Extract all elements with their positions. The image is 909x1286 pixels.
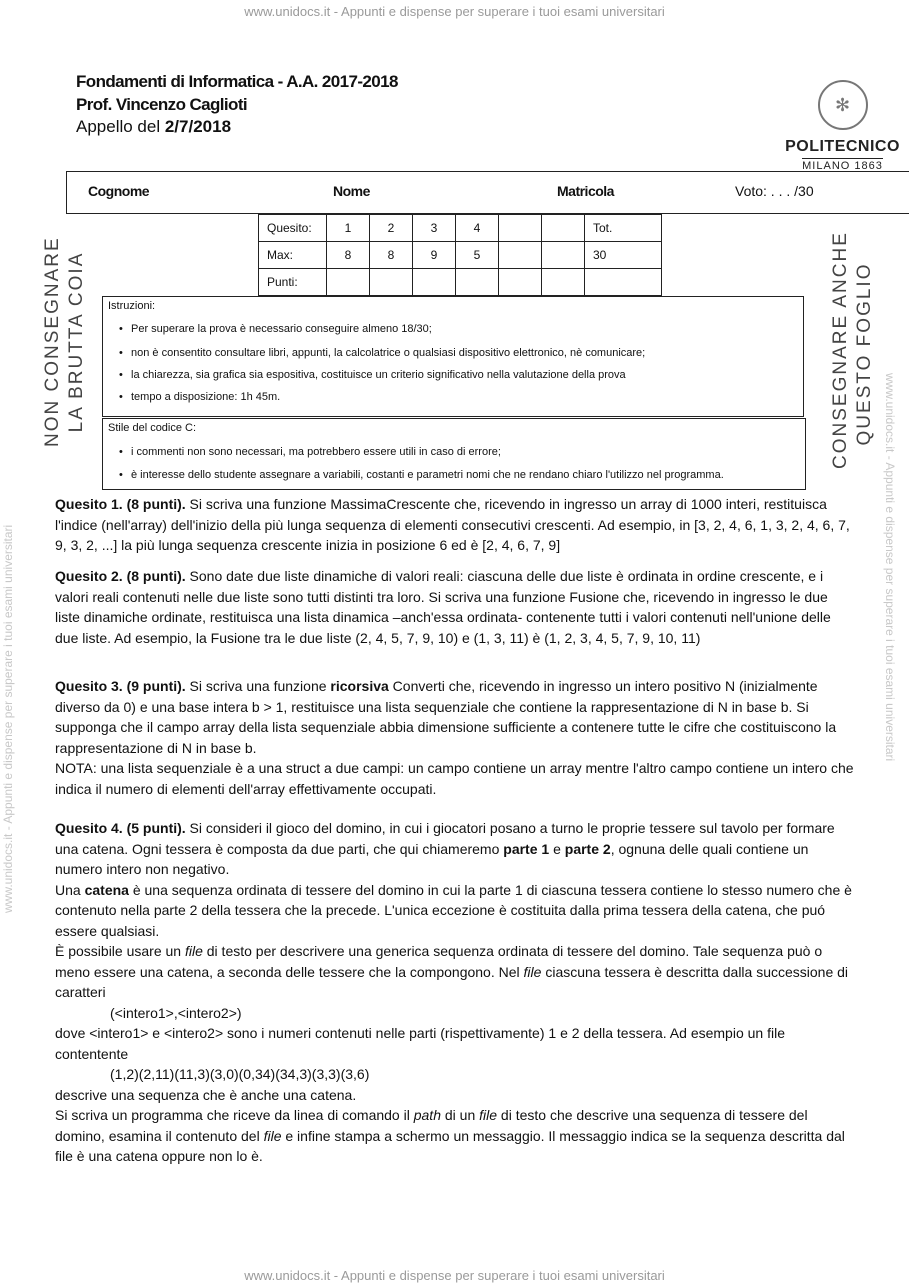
- table-cell: 2: [370, 215, 413, 242]
- table-cell: Punti:: [259, 269, 327, 296]
- q4-p6c: di un: [440, 1107, 480, 1123]
- quesito-4-p6: [55, 1105, 855, 1167]
- quesito-1-text: Si scriva una funzione MassimaCrescente che, ricevendo in ingresso un array di 1000 interi, restituisca l'indice (nell'array) dell'inizio della più lunga sequenza di elementi consecutivi crescenti. Ad esempio, in [3, 2, 4, 6, 1, 3, 2, 4, 6, 7, 9, 3, 2, ...] la più lunga sequenza crescente inizia in posizione 6 ed è [2, 4, 6, 7, 9]: [55, 496, 850, 553]
- q4-p6a: Si scriva un programma che riceve da linea di comando il: [55, 1107, 414, 1123]
- table-cell: [585, 269, 662, 296]
- quesito-2-text: Sono date due liste dinamiche di valori reali: ciascuna delle due liste è ordinata in ordine crescente, e i valori reali contenuti nelle due liste sono tutti distinti tra loro. Si scriva una funzione Fusione che, ricevendo in ingresso le due liste dinamiche ordinate, restituisca una lista dinamica –anch'essa ordinata- contenente tutti i valori contenuti nell'unione delle due liste. Ad esempio, la Fusione tra le due liste (2, 4, 5, 7, 9, 10) e (1, 3, 11) è (1, 2, 3, 4, 5, 7, 9, 10, 11): [55, 568, 831, 646]
- q4-p6e: di testo che descrive una sequenza di tessere del domino, esamina il contenuto del: [55, 1107, 808, 1144]
- istruzioni-title: Istruzioni:: [108, 300, 156, 312]
- list-item: • la chiarezza, sia grafica sia espositiva, costituisce un criterio significativo nella valutazione della prova: [131, 369, 626, 381]
- q4-file-4: file: [263, 1127, 282, 1144]
- quesito-3-nota: NOTA: una lista sequenziale è a una struct a due campi: un campo contiene un array mentre l'altro campo contiene un intero che indica il numero di elementi dell'array effettivamente occupati.: [55, 760, 854, 797]
- quesito-3-ricorsiva: ricorsiva: [330, 678, 389, 694]
- table-cell: [456, 269, 499, 296]
- table-cell: [542, 269, 585, 296]
- seal-icon: ✻: [818, 80, 868, 130]
- q4-p3c: di testo per descrivere una generica sequenza ordinata di tessere del domino. Tale sequenza può o meno essere una catena, a seconda delle tessere che la compongono. Nel: [55, 943, 823, 980]
- table-cell: [542, 242, 585, 269]
- table-cell: 9: [413, 242, 456, 269]
- q4-p3e: ciascuna tessera è descritta dalla successione di caratteri: [55, 963, 849, 1000]
- table-cell: Tot.: [585, 215, 662, 242]
- q4-p3a: È possibile usare un: [55, 943, 185, 959]
- quesito-3-text: Converti che, ricevendo in ingresso un intero positivo N (inizialmente diverso da 0) e una base intera b > 1, restituisce una lista sequenziale che contiene la rappresentazione di N in base b. Si supponga che il campo array della lista sequenziale abbia dimensione sufficiente a contenere tutte le cifre che costituiscono la rappresentazione di N in base b.: [55, 678, 837, 756]
- q4-p6g: e infine stampa a schermo un messaggio. Il messaggio indica se la sequenza descritta dal file è una catena oppure non lo è.: [55, 1127, 845, 1164]
- student-id-box: [66, 171, 909, 214]
- q4-p1a: Si consideri il gioco del domino, in cui i giocatori posano a turno le proprie tessere sul tavolo per formare una catena. Ogni tessera è composta da due parti, che qui chiameremo: [55, 820, 835, 857]
- table-cell: 8: [327, 242, 370, 269]
- q4-file-1: file: [184, 943, 203, 959]
- course-title: Fondamenti di Informatica - A.A. 2017-2018: [76, 72, 398, 91]
- list-item: • i commenti non sono necessari, ma potrebbero essere utili in caso di errore;: [131, 446, 501, 458]
- table-cell: Quesito:: [259, 215, 327, 242]
- quesito-4-p4: dove <intero1> e <intero2> sono i numeri contenuti nelle parti (rispettivamente) 1 e 2 della tessera. Ad esempio un file contentente: [55, 1025, 785, 1062]
- q4-p1e: , ognuna delle quali contiene un numero intero non negativo.: [55, 840, 809, 877]
- quesito-4-p1: [55, 818, 855, 880]
- quesito-1: [55, 494, 855, 556]
- table-cell: 30: [585, 242, 662, 269]
- q4-path: path: [413, 1107, 441, 1123]
- side-note-left-line1: NON CONSEGNARE: [42, 236, 63, 447]
- q4-p2a: Una: [55, 881, 85, 898]
- politecnico-logo: [776, 80, 909, 172]
- table-row: [259, 242, 662, 269]
- q4-parte2: parte 2: [564, 840, 611, 857]
- side-note-left-line2: LA BRUTTA COIA: [66, 251, 87, 433]
- quesito-2-title: Quesito 2. (8 punti).: [55, 568, 186, 584]
- table-cell: [413, 269, 456, 296]
- watermark-bottom: www.unidocs.it - Appunti e dispense per superare i tuoi esami universitari: [244, 1268, 665, 1283]
- watermark-left: www.unidocs.it - Appunti e dispense per superare i tuoi esami universitari: [1, 524, 15, 913]
- nome-label: Nome: [333, 183, 370, 199]
- quesito-4-title: Quesito 4. (5 punti).: [55, 820, 186, 836]
- cognome-label: Cognome: [88, 183, 150, 199]
- stile-box: [102, 418, 806, 490]
- professor-name: Prof. Vincenzo Caglioti: [76, 95, 248, 114]
- q4-file-3: file: [479, 1107, 498, 1123]
- istruzioni-box: [102, 296, 804, 417]
- quesito-3-title: Quesito 3. (9 punti).: [55, 678, 186, 694]
- q4-parte1: parte 1: [503, 840, 550, 857]
- q4-catena: catena: [84, 881, 129, 898]
- table-cell: Max:: [259, 242, 327, 269]
- q4-file-2: file: [523, 963, 542, 980]
- table-cell: 1: [327, 215, 370, 242]
- q4-p1c: e: [549, 840, 565, 857]
- list-item: • tempo a disposizione: 1h 45m.: [131, 391, 280, 403]
- quesito-2: [55, 566, 855, 648]
- watermark-right: www.unidocs.it - Appunti e dispense per superare i tuoi esami universitari: [883, 373, 897, 762]
- side-note-right: [829, 231, 877, 469]
- table-cell: 4: [456, 215, 499, 242]
- table-cell: 5: [456, 242, 499, 269]
- side-note-right-line2: QUESTO FOGLIO: [854, 262, 875, 446]
- side-note-right-line1: CONSEGNARE ANCHE: [830, 231, 851, 469]
- table-cell: [542, 215, 585, 242]
- list-item: • Per superare la prova è necessario conseguire almeno 18/30;: [131, 323, 432, 335]
- table-cell: 3: [413, 215, 456, 242]
- quesito-4-p3: [55, 941, 855, 1003]
- stile-title: Stile del codice C:: [108, 422, 197, 434]
- quesito-4: [55, 818, 855, 1167]
- quesito-4-p5: descrive una sequenza che è anche una catena.: [55, 1086, 357, 1103]
- quesito-3: [55, 676, 855, 799]
- logo-name: POLITECNICO: [785, 138, 900, 155]
- table-cell: [499, 242, 542, 269]
- score-table: [258, 214, 662, 296]
- list-item: • non è consentito consultare libri, appunti, la calcolatrice o qualsiasi dispositivo elettronico, nè comunicare;: [131, 347, 645, 359]
- quesito-4-p2: [55, 880, 855, 942]
- watermark-top: www.unidocs.it - Appunti e dispense per superare i tuoi esami universitari: [244, 4, 665, 19]
- q4-format: (<intero1>,<intero2>): [110, 1004, 242, 1021]
- table-cell: [499, 215, 542, 242]
- quesito-1-title: Quesito 1. (8 punti).: [55, 496, 186, 512]
- table-row: [259, 215, 662, 242]
- q4-p2c: è una sequenza ordinata di tessere del domino in cui la parte 1 di ciascuna tessera contiene lo stesso numero che è contenuto nella parte 2 della tessera che la precede. L'unica eccezione è costituita dalla prima tessera della catena, che puó essere qualsiasi.: [55, 881, 852, 939]
- list-item: • è interesse dello studente assegnare a variabili, costanti e parametri nomi che ne rendano chiaro l'utilizzo nel programma.: [131, 469, 724, 481]
- logo-city: MILANO 1863: [802, 160, 883, 172]
- exam-date: Appello del 2/7/2018: [76, 117, 232, 136]
- table-row: [259, 269, 662, 296]
- quesito-3-pre: Si scriva una funzione: [185, 678, 331, 694]
- table-cell: [499, 269, 542, 296]
- voto-label: Voto: . . . /30: [735, 183, 814, 199]
- q4-example: (1,2)(2,11)(11,3)(3,0)(0,34)(34,3)(3,3)(3,6): [110, 1066, 370, 1082]
- table-cell: 8: [370, 242, 413, 269]
- matricola-label: Matricola: [557, 183, 614, 199]
- side-note-left: [41, 237, 89, 447]
- table-cell: [370, 269, 413, 296]
- table-cell: [327, 269, 370, 296]
